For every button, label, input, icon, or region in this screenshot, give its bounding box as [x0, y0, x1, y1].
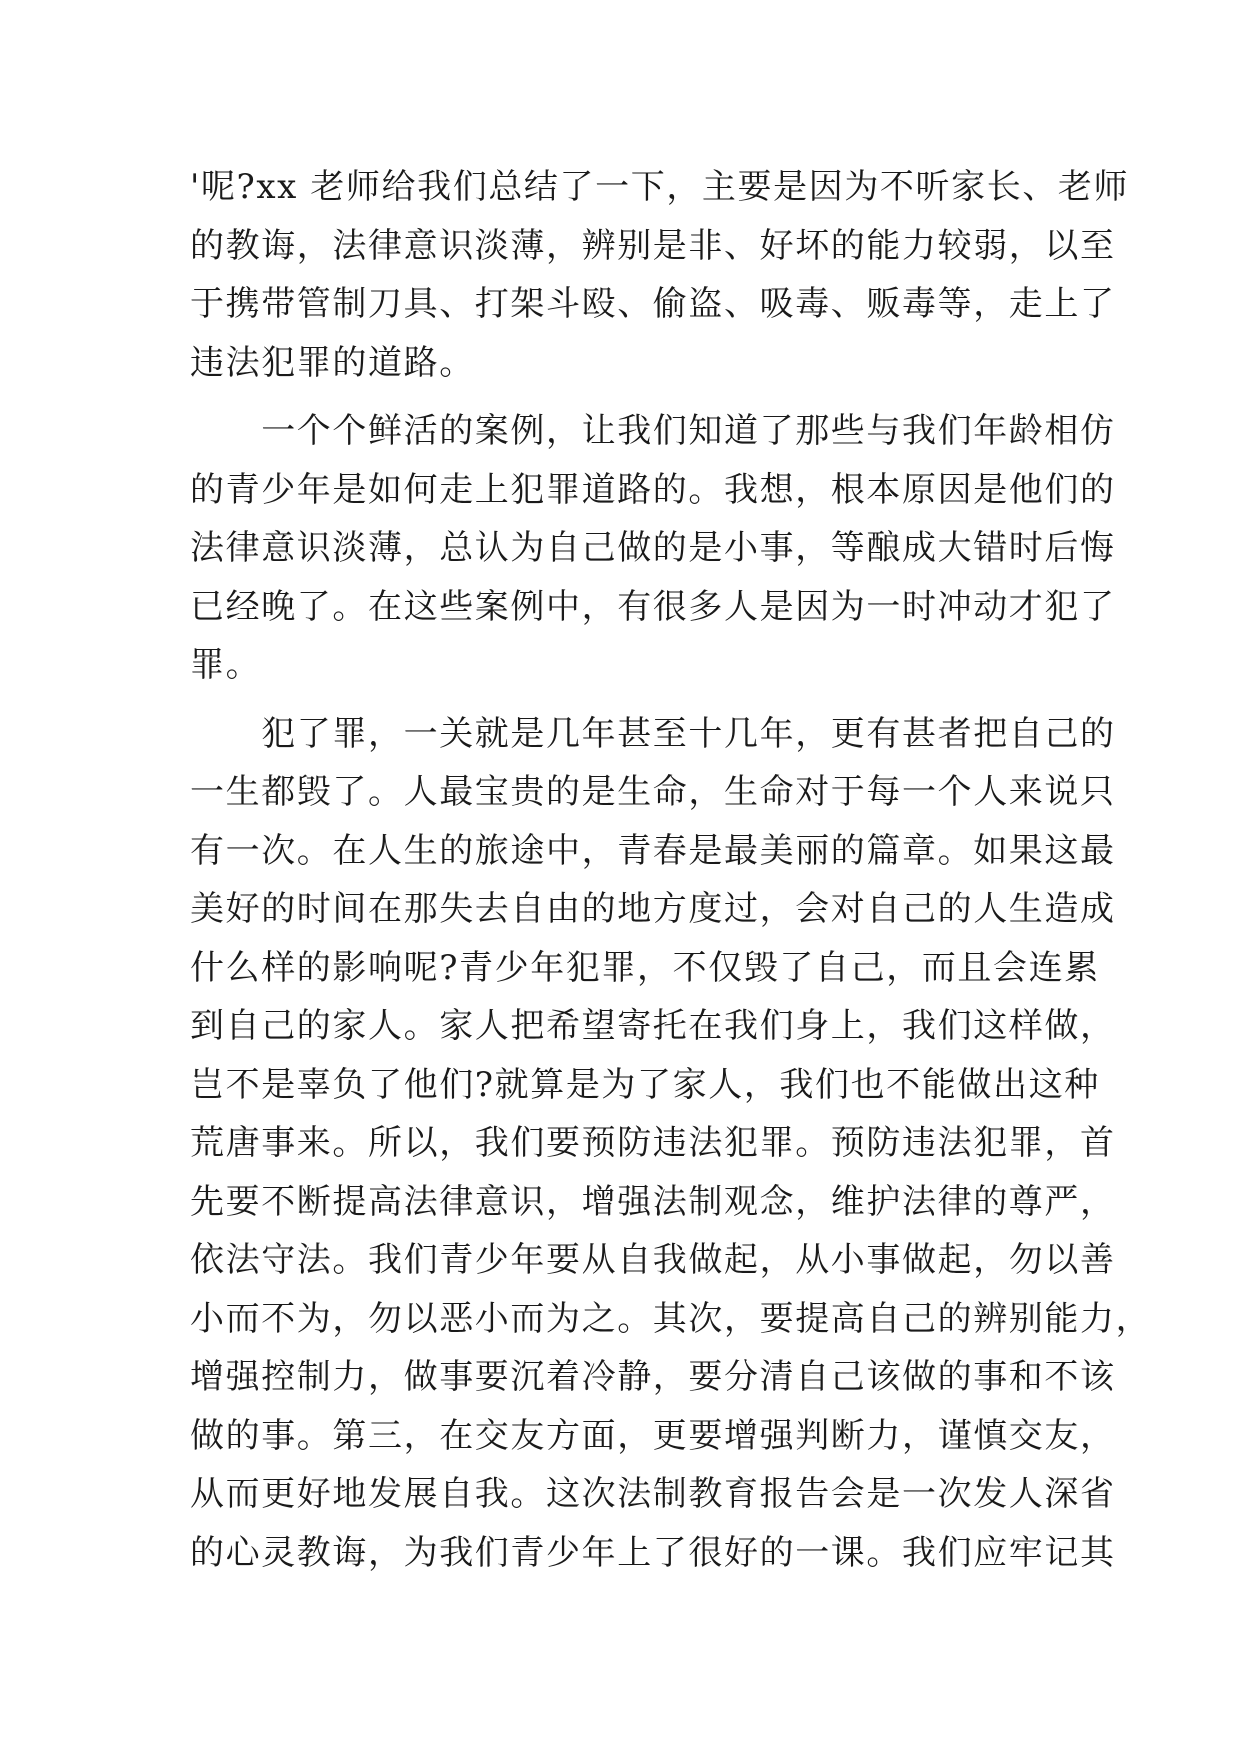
text-line: 小而不为，勿以恶小而为之。其次，要提高自己的辨别能力， — [190, 1298, 1152, 1339]
paragraph-gap — [190, 392, 1060, 402]
text-line: 先要不断提高法律意识，增强法制观念，维护法律的尊严， — [190, 1181, 1116, 1222]
text-line: 已经晚了。在这些案例中，有很多人是因为一时冲动才犯了 — [190, 586, 1116, 627]
text-line: 于携带管制刀具、打架斗殴、偷盗、吸毒、贩毒等，走上了 — [190, 284, 1116, 324]
paragraph-gap — [190, 695, 1060, 705]
text-line: 美好的时间在那失去自由的地方度过，会对自己的人生造成 — [190, 889, 1116, 929]
text-line: 犯了罪，一关就是几年甚至十几年，更有甚者把自己的 — [190, 713, 1116, 754]
text-line: 的教诲，法律意识淡薄，辨别是非、好坏的能力较弱，以至 — [190, 225, 1116, 266]
text-line: 到自己的家人。家人把希望寄托在我们身上，我们这样做， — [190, 1006, 1116, 1046]
text-line: 的心灵教诲，为我们青少年上了很好的一课。我们应牢记其 — [190, 1532, 1116, 1573]
paragraph-3 — [190, 705, 1152, 1583]
text-line: 依法守法。我们青少年要从自我做起，从小事做起，勿以善 — [190, 1240, 1116, 1280]
paragraph-1 — [190, 158, 1130, 392]
text-line: 从而更好地发展自我。这次法制教育报告会是一次发人深省 — [190, 1474, 1116, 1514]
text-line: 法律意识淡薄，总认为自己做的是小事，等酿成大错时后悔 — [190, 528, 1116, 568]
text-line: 的青少年是如何走上犯罪道路的。我想，根本原因是他们的 — [190, 469, 1116, 510]
text-line: 什么样的影响呢?青少年犯罪，不仅毁了自己，而且会连累 — [190, 947, 1100, 988]
text-line: '呢?xx 老师给我们总结了一下，主要是因为不听家长、老师 — [190, 167, 1130, 207]
body-text — [190, 158, 1152, 1582]
text-line: 有一次。在人生的旅途中，青春是最美丽的篇章。如果这最 — [190, 830, 1116, 871]
text-line: 增强控制力，做事要沉着冷静，要分清自己该做的事和不该 — [190, 1357, 1116, 1397]
text-line: 岂不是辜负了他们?就算是为了家人，我们也不能做出这种 — [190, 1064, 1100, 1105]
text-line: 违法犯罪的道路。 — [190, 342, 475, 383]
text-line: 一生都毁了。人最宝贵的是生命，生命对于每一个人来说只 — [190, 772, 1116, 812]
text-line: 荒唐事来。所以，我们要预防违法犯罪。预防违法犯罪，首 — [190, 1123, 1116, 1163]
text-line: 罪。 — [190, 645, 262, 685]
text-line: 做的事。第三，在交友方面，更要增强判断力，谨慎交友， — [190, 1415, 1116, 1456]
paragraph-2 — [190, 402, 1116, 695]
text-line: 一个个鲜活的案例，让我们知道了那些与我们年龄相仿 — [190, 411, 1116, 451]
